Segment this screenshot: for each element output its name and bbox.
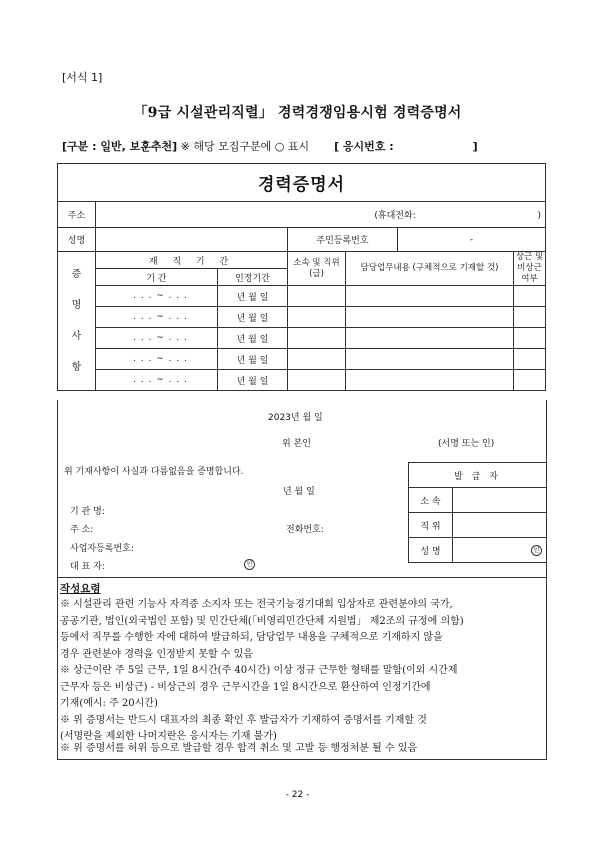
- issuer-dept-label: 소 속: [409, 488, 453, 513]
- duty-field: [346, 286, 514, 307]
- org-rep-label: 대 표 자:: [70, 562, 105, 572]
- org-address-label: 주 소:: [70, 525, 94, 535]
- address-field: [96, 202, 546, 228]
- duty-field: [346, 328, 514, 349]
- issuer-name-field: [453, 538, 547, 563]
- confirm-date: 년 월 일: [283, 487, 315, 497]
- name-field: [96, 228, 288, 252]
- recognized-field: 년 월 일: [218, 286, 288, 307]
- dept-field: [288, 286, 346, 307]
- application-date: 2023년 월 일: [268, 413, 323, 423]
- side-char: 증: [71, 269, 82, 280]
- instruction-line: 근무자 등은 비상근) - 비상근의 경우 근무시간을 1일 8시간으로 환산하여 인정기간에: [60, 681, 431, 693]
- exam-number-label: [ 응시번호 :: [334, 140, 394, 153]
- issuer-position-field: [453, 513, 547, 538]
- recognized-col-header: 인정기간: [218, 269, 288, 286]
- fulltime-field: [514, 349, 546, 370]
- instruction-line: (서명란을 제외한 나머지란은 응시자는 기재 불가): [60, 731, 277, 742]
- exam-number-close: ]: [472, 140, 478, 153]
- org-seal: [244, 559, 255, 570]
- instruction-line: ※ 위 증명서를 허위 등으로 발급할 경우 합격 취소 및 고발 등 행정처분 될 수 있음: [60, 743, 418, 754]
- side-char: 명: [71, 300, 82, 311]
- category-note: ※ 해당 모집구분에 ○ 표시: [180, 140, 310, 153]
- dept-field: [288, 370, 346, 391]
- instruction-line: 공공기관, 법인(외국법인 포함) 및 민간단체(「비영리민간단체 지원법」 제2조의 규정에 의함): [60, 615, 464, 627]
- id-number-label: 주민등록번호: [288, 228, 398, 252]
- org-name-label: 기 관 명:: [70, 507, 105, 517]
- period-header: 재 직 기 간: [96, 252, 288, 269]
- dept-field: [288, 307, 346, 328]
- recognized-field: 년 월 일: [218, 370, 288, 391]
- form-label: [서식 1]: [62, 71, 103, 84]
- dept-field: [288, 349, 346, 370]
- fulltime-field: [514, 307, 546, 328]
- instruction-line: ※ 시설관리 관련 기능사 자격증 소지자 또는 전국기능경기대회 입상자로 관련분야의 국가,: [60, 599, 453, 610]
- instruction-line: ※ 상근이란 주 5일 근무, 1일 8시간(주 40시간) 이상 정규 근무한 형태를 말함(이외 시간제: [60, 665, 458, 676]
- period-field: . . . ~ . . .: [96, 370, 218, 391]
- period-field: . . . ~ . . .: [96, 328, 218, 349]
- document-title: 「9급 시설관리직렬」 경력경쟁임용시험 경력증명서: [133, 105, 462, 121]
- fulltime-field: [514, 370, 546, 391]
- confirm-text: 위 기재사항이 사실과 다름없음을 증명합니다.: [64, 467, 244, 477]
- org-bizno-label: 사업자등록번호:: [70, 544, 134, 554]
- page-number: - 22 -: [285, 790, 310, 800]
- certificate-title: 경력증명서: [257, 175, 346, 195]
- name-label: 성명: [58, 228, 96, 252]
- id-number-field: -: [398, 228, 546, 252]
- issuer-header: 발 급 자: [409, 463, 547, 488]
- org-tel-label: 전화번호:: [286, 525, 324, 535]
- side-char: 항: [71, 362, 82, 373]
- instruction-line: ※ 위 증명서는 반드시 대표자의 최종 확인 후 발급자가 기재하여 증명서를 기재할 것: [60, 714, 427, 726]
- phone-label: (휴대전화:: [374, 211, 416, 221]
- fulltime-header: 상근 및 비상근여부: [514, 252, 546, 286]
- duty-field: [346, 349, 514, 370]
- fulltime-field: [514, 328, 546, 349]
- recognized-field: 년 월 일: [218, 307, 288, 328]
- recognized-field: 년 월 일: [218, 349, 288, 370]
- certificate-table: [57, 163, 546, 391]
- instructions-section: [57, 577, 547, 760]
- duty-field: [346, 307, 514, 328]
- seal-icon: 인: [244, 559, 255, 570]
- signer-sign: (서명 또는 인): [438, 439, 495, 449]
- period-col-header: 기 간: [96, 269, 218, 286]
- recognized-field: 년 월 일: [218, 328, 288, 349]
- period-field: . . . ~ . . .: [96, 349, 218, 370]
- certification-section: [57, 400, 547, 578]
- issuer-dept-field: [453, 488, 547, 513]
- issuer-name-label: 성 명: [409, 538, 453, 563]
- instructions-heading: 작성요령: [60, 583, 101, 595]
- signer-label: 위 본인: [282, 439, 311, 449]
- category-line: [62, 138, 478, 154]
- seal-icon: 인: [531, 545, 542, 556]
- instruction-line: 등에서 직무를 수행한 자에 대하여 발급하되, 담당업무 내용을 구체적으로 기재하지 않을: [60, 632, 443, 643]
- issuer-table: [408, 462, 547, 563]
- duty-header: 담당업무내용 (구체적으로 기재할 것): [346, 252, 514, 286]
- instruction-line: 경우 관련분야 경력을 인정받지 못할 수 있음: [60, 648, 253, 660]
- dept-field: [288, 328, 346, 349]
- side-char: 사: [71, 331, 82, 342]
- address-label: 주소: [58, 202, 96, 228]
- instruction-line: 기재(예시: 주 20시간): [60, 698, 158, 709]
- duty-field: [346, 370, 514, 391]
- category-label: [구분 : 일반, 보훈추천]: [62, 140, 178, 153]
- period-field: . . . ~ . . .: [96, 286, 218, 307]
- certificate-title-cell: [58, 164, 546, 202]
- career-side-label: [58, 252, 96, 391]
- dept-header: 소속 및 직위(급): [288, 252, 346, 286]
- issuer-position-label: 직 위: [409, 513, 453, 538]
- period-field: . . . ~ . . .: [96, 307, 218, 328]
- phone-close: ): [537, 211, 541, 221]
- fulltime-field: [514, 286, 546, 307]
